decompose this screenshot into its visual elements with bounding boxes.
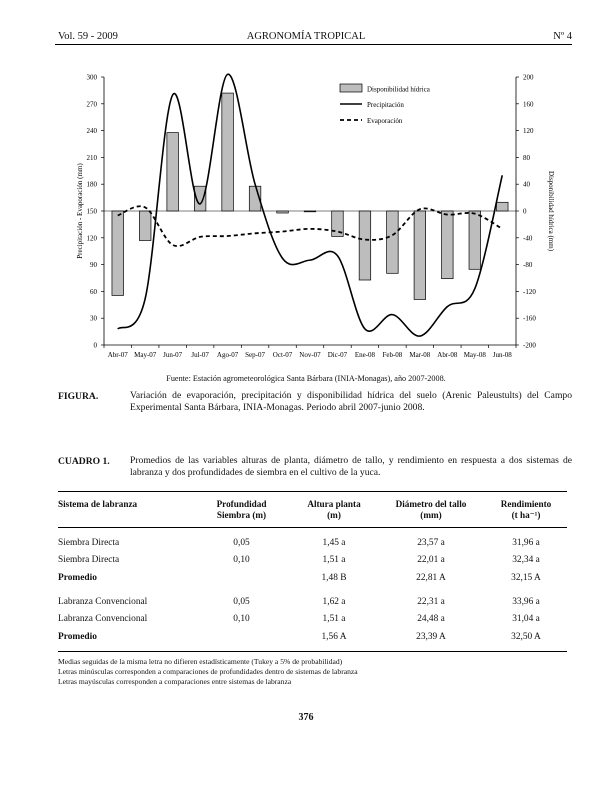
- table-note: Letras minúsculas corresponden a comparaciones de profundidades dentro de sistemas de labranza: [58, 667, 358, 677]
- table-caption: Promedios de las variables alturas de planta, diámetro de tallo, y rendimiento en respuesta a dos sistemas de labranza y dos profundidades de siembra en el cultivo de la yuca.: [130, 455, 572, 478]
- availability-bar: [496, 202, 508, 211]
- x-tick-label: May-07: [134, 351, 157, 359]
- header-line: Altura planta: [307, 499, 361, 509]
- left-tick-label: 180: [86, 180, 97, 189]
- table-cell: 1,62 a: [322, 597, 346, 607]
- table-cell: 1,45 a: [322, 538, 346, 548]
- table-label: CUADRO 1.: [58, 456, 110, 467]
- left-tick-label: 300: [86, 73, 97, 82]
- table-header-rule: [58, 527, 567, 528]
- table-cell: 23,57 a: [417, 538, 445, 548]
- availability-bar: [414, 211, 426, 299]
- left-tick-label: 90: [90, 261, 97, 270]
- availability-bar: [139, 211, 151, 240]
- table-cell: 31,04 a: [512, 614, 540, 624]
- legend-evaporation-label: Evaporación: [367, 117, 403, 125]
- right-tick-label: 200: [523, 73, 534, 82]
- table-bottom-rule: [58, 651, 567, 652]
- table-note: Letras mayúsculas corresponden a comparaciones entre sistemas de labranza: [58, 677, 292, 687]
- availability-bar: [222, 93, 234, 211]
- header-line: (mm): [420, 510, 442, 520]
- table-cell: 32,34 a: [512, 555, 540, 565]
- table-cell: Promedio: [58, 573, 97, 583]
- availability-bar: [387, 211, 399, 273]
- legend-precipitation-label: Precipitación: [367, 101, 404, 109]
- header-line: (t ha⁻¹): [511, 510, 541, 520]
- right-tick-label: 120: [523, 127, 534, 136]
- x-tick-label: Mar-08: [409, 351, 431, 359]
- table-cell: 33,96 a: [512, 597, 540, 607]
- left-tick-label: 240: [86, 127, 97, 136]
- left-axis-title: Precipitación - Evaporación (mm): [76, 163, 84, 259]
- table-header-cell: [290, 499, 378, 521]
- availability-bar: [304, 211, 316, 212]
- table-notes: [58, 657, 358, 688]
- x-tick-label: Dic-07: [327, 351, 348, 359]
- table-top-rule: [58, 491, 567, 492]
- journal-volume: Vol. 59 - 2009: [58, 31, 118, 42]
- header-line: (m): [327, 510, 341, 520]
- table-cell: Siembra Directa: [58, 555, 120, 565]
- x-tick-label: Jun-08: [492, 351, 512, 359]
- table-header-cell: [484, 499, 568, 521]
- table-cell: 22,31 a: [417, 597, 445, 607]
- x-tick-label: Ago-07: [216, 351, 239, 359]
- figure-label: FIGURA.: [58, 391, 99, 402]
- table-cell: Labranza Convencional: [58, 614, 148, 624]
- availability-bar: [359, 211, 371, 280]
- right-tick-label: 40: [523, 180, 530, 189]
- right-tick-label: 0: [523, 207, 527, 216]
- x-tick-label: Feb-08: [382, 351, 403, 359]
- figure-source: Fuente: Estación agrometeorológica Santa Bárbara (INIA-Monagas), año 2007-2008.: [166, 374, 446, 383]
- right-tick-label: -200: [523, 341, 536, 350]
- left-tick-label: 270: [86, 100, 97, 109]
- table-cell: Siembra Directa: [58, 538, 120, 548]
- left-tick-label: 0: [93, 341, 97, 350]
- table-cell: 31,96 a: [512, 538, 540, 548]
- table-cell: 23,39 A: [416, 632, 446, 642]
- journal-title: AGRONOMÍA TROPICAL: [246, 31, 366, 42]
- x-tick-label: Jun-07: [163, 351, 183, 359]
- left-tick-label: 120: [86, 234, 97, 243]
- right-tick-label: -160: [523, 314, 536, 323]
- legend-bar-swatch: [340, 84, 362, 92]
- left-tick-label: 60: [90, 287, 97, 296]
- x-tick-label: Nov-07: [299, 351, 321, 359]
- table-cell: 1,56 A: [321, 632, 347, 642]
- header-line: Rendimiento: [500, 499, 552, 509]
- table-header-cell: [378, 499, 484, 521]
- table-cell: 0,10: [233, 555, 250, 565]
- header-line: Siembra (m): [216, 510, 267, 520]
- x-tick-label: May-08: [463, 351, 486, 359]
- availability-bar: [442, 211, 454, 279]
- table-cell: 0,05: [233, 538, 250, 548]
- legend-availability-label: Disponibilidad hídrica: [367, 85, 430, 94]
- x-tick-label: Jul-07: [191, 351, 209, 359]
- left-tick-label: 150: [86, 207, 97, 216]
- right-tick-label: -80: [523, 261, 533, 270]
- table-cell: 1,51 a: [322, 614, 346, 624]
- right-tick-label: -120: [523, 287, 536, 296]
- left-tick-label: 30: [90, 314, 97, 323]
- table-cell: 32,50 A: [511, 632, 541, 642]
- availability-bar: [167, 133, 179, 211]
- table-header-cell: [58, 499, 193, 510]
- table-cell: Promedio: [58, 632, 97, 642]
- table-note: Medias seguidas de la misma letra no difieren estadísticamente (Tukey a 5% de probabilidad): [58, 657, 343, 666]
- header-line: Sistema de labranza: [58, 499, 138, 509]
- water-balance-chart: [0, 0, 612, 392]
- header-line: Diámetro del tallo: [395, 499, 467, 509]
- table-cell: 22,81 A: [416, 573, 446, 583]
- figure-caption: Variación de evaporación, precipitación y disponibilidad hídrica del suelo (Arenic Paleustults) del Campo Experimental Santa Bárbara, INIA-Monagas. Periodo abril 2007-junio 2008.: [130, 390, 572, 413]
- right-tick-label: 160: [523, 100, 534, 109]
- table-cell: 0,05: [233, 597, 250, 607]
- availability-bar: [277, 211, 289, 213]
- table-cell: 1,48 B: [321, 573, 347, 583]
- availability-bar: [112, 211, 124, 295]
- right-axis-title: Disponibilidad hídrica (mm): [547, 170, 555, 252]
- right-tick-label: 80: [523, 153, 530, 162]
- table-cell: 24,48 a: [417, 614, 445, 624]
- table-cell: 0,10: [233, 614, 250, 624]
- x-tick-label: Oct-07: [272, 351, 293, 359]
- journal-issue: Nº 4: [553, 31, 572, 42]
- table-cell: 22,01 a: [417, 555, 445, 565]
- x-tick-label: Abr-07: [107, 351, 128, 359]
- table-cell: 1,51 a: [322, 555, 346, 565]
- table-header-cell: [193, 499, 290, 521]
- x-tick-label: Abr-08: [437, 351, 458, 359]
- page-number: 376: [298, 712, 314, 723]
- x-tick-label: Sep-07: [245, 351, 265, 359]
- x-tick-label: Ene-08: [354, 351, 376, 359]
- table-cell: 32,15 A: [511, 573, 541, 583]
- availability-bar: [469, 211, 481, 269]
- table-cell: Labranza Convencional: [58, 597, 148, 607]
- header-line: Profundidad: [216, 499, 267, 509]
- right-tick-label: -40: [523, 234, 533, 243]
- left-tick-label: 210: [86, 153, 97, 162]
